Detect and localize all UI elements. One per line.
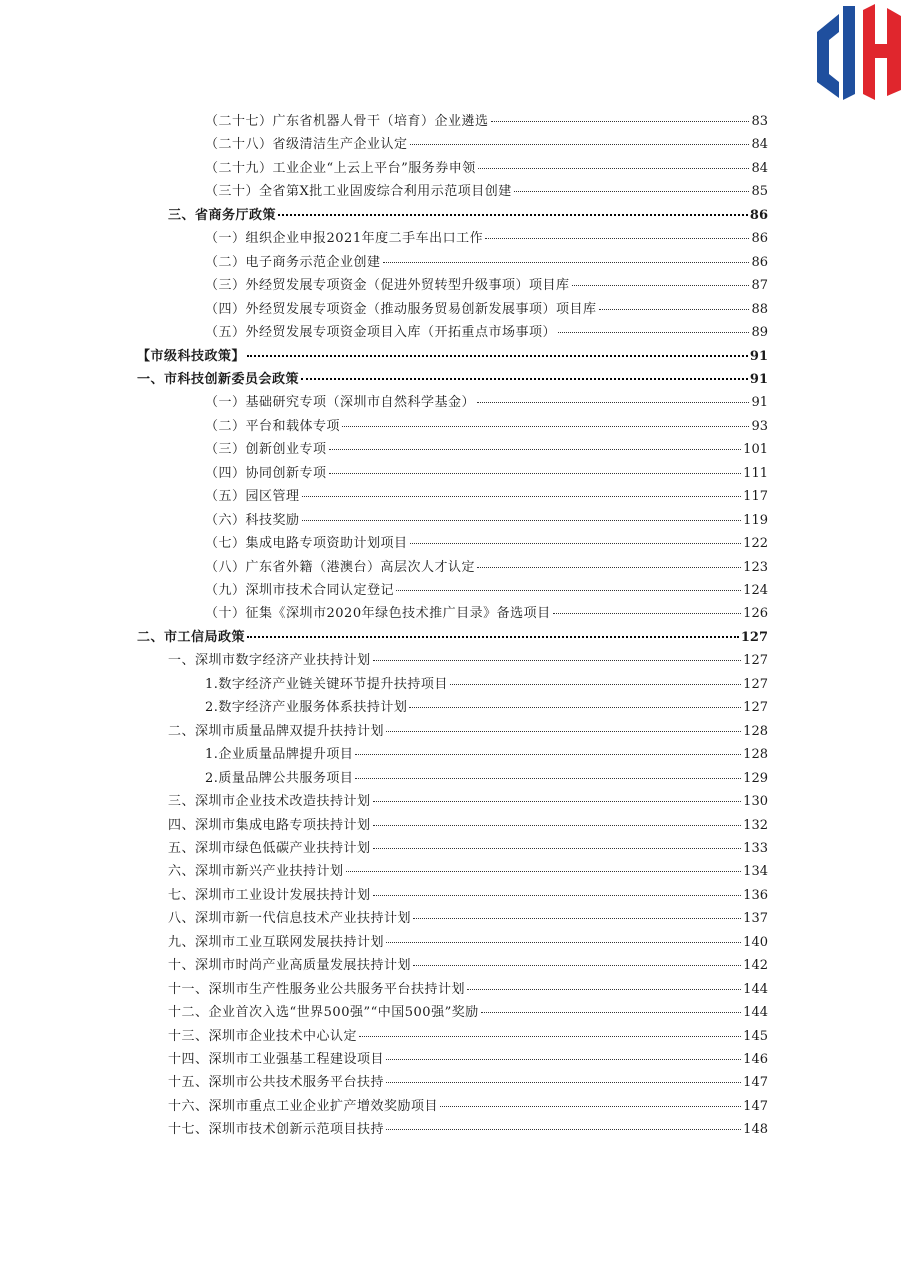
toc-entry-title: （三）外经贸发展专项资金（促进外贸转型升级事项）项目库: [205, 278, 570, 294]
toc-entry-title: 二、深圳市质量品牌双提升扶持计划: [168, 723, 385, 739]
toc-entry-page-number: 88: [751, 301, 768, 317]
toc-entry[interactable]: [168, 838, 768, 860]
dot-leader: [386, 1129, 741, 1130]
toc-entry-page-number: 127: [743, 676, 768, 692]
dot-leader: [599, 309, 750, 310]
toc-entry-title: （三）创新创业专项: [205, 442, 327, 458]
toc-entry-title: 八、深圳市新一代信息技术产业扶持计划: [168, 911, 412, 927]
toc-entry-page-number: 129: [743, 770, 768, 786]
toc-entry-title: 十七、深圳市技术创新示范项目扶持: [168, 1122, 385, 1138]
toc-entry-title: 十五、深圳市公共技术服务平台扶持: [168, 1075, 385, 1091]
toc-entry-title: （一）组织企业申报2021年度二手车出口工作: [205, 231, 484, 247]
dot-leader: [413, 965, 741, 966]
dot-leader: [514, 191, 750, 192]
toc-entry-title: 十二、企业首次入选“世界500强”“中国500强”奖励: [168, 1005, 479, 1021]
toc-entry-title: （十）征集《深圳市2020年绿色技术推广目录》备选项目: [205, 606, 551, 622]
toc-entry[interactable]: [205, 439, 768, 461]
toc-entry-title: （五）园区管理: [205, 489, 300, 505]
toc-entry-page-number: 89: [751, 325, 768, 341]
toc-entry-page-number: 128: [743, 747, 768, 763]
toc-entry[interactable]: [168, 1002, 768, 1024]
dot-leader: [467, 989, 741, 990]
dot-leader: [410, 543, 742, 544]
toc-entry-page-number: 101: [743, 442, 768, 458]
toc-entry[interactable]: [168, 955, 768, 977]
dot-leader: [329, 449, 742, 450]
toc-entry-page-number: 133: [743, 840, 768, 856]
dot-leader: [373, 801, 742, 802]
dot-leader: [409, 707, 741, 708]
toc-entry-page-number: 85: [751, 184, 768, 200]
toc-entry[interactable]: [205, 463, 768, 485]
dot-leader: [553, 613, 742, 614]
toc-entry[interactable]: [205, 603, 768, 625]
toc-entry[interactable]: [168, 861, 768, 883]
dot-leader: [477, 567, 741, 568]
toc-entry[interactable]: [168, 1049, 768, 1071]
toc-entry-page-number: 91: [749, 371, 768, 387]
toc-entry[interactable]: [205, 228, 768, 250]
dot-leader: [247, 355, 748, 357]
toc-entry-title: （四）外经贸发展专项资金（推动服务贸易创新发展事项）项目库: [205, 301, 597, 317]
toc-entry-title: 三、省商务厅政策: [168, 207, 277, 223]
toc-entry-page-number: 132: [743, 817, 768, 833]
dot-leader: [477, 402, 749, 403]
toc-entry-page-number: 134: [743, 864, 768, 880]
toc-entry[interactable]: [168, 721, 768, 743]
toc-entry-page-number: 148: [743, 1122, 768, 1138]
toc-entry[interactable]: [205, 181, 768, 203]
toc-entry[interactable]: [205, 768, 768, 790]
toc-entry-page-number: 84: [751, 137, 768, 153]
toc-entry[interactable]: [205, 322, 768, 344]
toc-entry-title: （七）集成电路专项资助计划项目: [205, 536, 408, 552]
toc-entry-title: 二、市工信局政策: [137, 629, 246, 645]
dot-leader: [386, 1082, 741, 1083]
toc-entry[interactable]: [205, 111, 768, 133]
toc-entry-title: （五）外经贸发展专项资金项目入库（开拓重点市场事项）: [205, 325, 557, 341]
toc-entry-title: （三十）全省第X批工业固废综合利用示范项目创建: [205, 184, 512, 200]
dot-leader: [247, 636, 739, 638]
toc-entry-page-number: 137: [743, 911, 768, 927]
toc-entry[interactable]: [168, 205, 768, 227]
toc-entry-title: 十一、深圳市生产性服务业公共服务平台扶持计划: [168, 981, 466, 997]
toc-entry[interactable]: [205, 674, 768, 696]
toc-entry[interactable]: [137, 346, 768, 368]
toc-entry-page-number: 127: [743, 653, 768, 669]
dot-leader: [558, 332, 749, 333]
toc-entry-page-number: 84: [751, 160, 768, 176]
company-logo: [813, 2, 905, 102]
toc-entry-page-number: 87: [751, 278, 768, 294]
toc-entry[interactable]: [168, 908, 768, 930]
toc-entry-title: 2.质量品牌公共服务项目: [205, 770, 354, 786]
dot-leader: [373, 895, 742, 896]
toc-entry-page-number: 93: [751, 418, 768, 434]
dot-leader: [386, 1059, 741, 1060]
toc-entry-title: （八）广东省外籍（港澳台）高层次人才认定: [205, 559, 476, 575]
toc-entry[interactable]: [205, 158, 768, 180]
toc-entry-page-number: 140: [743, 934, 768, 950]
toc-entry-page-number: 126: [743, 606, 768, 622]
dot-leader: [302, 496, 742, 497]
dot-leader: [440, 1106, 741, 1107]
dot-leader: [396, 590, 741, 591]
toc-entry-title: （一）基础研究专项（深圳市自然科学基金）: [205, 395, 476, 411]
toc-entry[interactable]: [168, 1072, 768, 1094]
toc-entry-page-number: 119: [743, 512, 768, 528]
toc-entry[interactable]: [168, 1119, 768, 1141]
toc-entry-title: （二十九）工业企业“上云上平台”服务券申领: [205, 160, 476, 176]
toc-entry-title: 十三、深圳市企业技术中心认定: [168, 1028, 358, 1044]
toc-entry[interactable]: [168, 791, 768, 813]
toc-entry-page-number: 124: [743, 583, 768, 598]
toc-entry[interactable]: [168, 1096, 768, 1118]
dot-leader: [355, 754, 741, 755]
dot-leader: [386, 942, 741, 943]
dot-leader: [373, 660, 742, 661]
toc-entry[interactable]: [137, 627, 768, 649]
toc-entry-title: 九、深圳市工业互联网发展扶持计划: [168, 934, 385, 950]
toc-entry-page-number: 91: [749, 348, 768, 364]
toc-entry-title: 一、深圳市数字经济产业扶持计划: [168, 653, 371, 669]
dot-leader: [491, 121, 750, 122]
toc-entry-title: （六）科技奖励: [205, 512, 300, 528]
toc-entry[interactable]: [205, 134, 768, 156]
toc-entry[interactable]: [205, 533, 768, 555]
toc-entry[interactable]: [205, 580, 768, 602]
dot-leader: [359, 1036, 741, 1037]
toc-entry[interactable]: [205, 697, 768, 719]
dot-leader: [355, 778, 741, 779]
toc-entry-page-number: 128: [743, 723, 768, 739]
toc-entry-title: 十、深圳市时尚产业高质量发展扶持计划: [168, 958, 412, 974]
dot-leader: [346, 871, 742, 872]
toc-entry-page-number: 147: [743, 1075, 768, 1091]
toc-entry-page-number: 136: [743, 887, 768, 903]
toc-entry-title: （二十七）广东省机器人骨干（培育）企业遴选: [205, 114, 489, 129]
toc-entry-page-number: 147: [743, 1098, 768, 1114]
toc-entry[interactable]: [168, 979, 768, 1001]
toc-entry[interactable]: [205, 416, 768, 438]
toc-entry-title: 四、深圳市集成电路专项扶持计划: [168, 817, 371, 833]
toc-entry-title: 三、深圳市企业技术改造扶持计划: [168, 794, 371, 810]
toc-entry-page-number: 111: [743, 465, 768, 481]
toc-entry[interactable]: [205, 486, 768, 508]
dot-leader: [485, 238, 749, 239]
toc-entry[interactable]: [168, 815, 768, 837]
toc-entry[interactable]: [168, 1026, 768, 1048]
toc-entry-title: （二）平台和载体专项: [205, 418, 341, 434]
dot-leader: [329, 473, 742, 474]
toc-entry-title: （四）协同创新专项: [205, 465, 327, 481]
toc-entry-page-number: 146: [743, 1052, 768, 1067]
toc-entry-title: （二）电子商务示范企业创建: [205, 254, 381, 270]
toc-entry-title: 1.企业质量品牌提升项目: [205, 747, 354, 763]
toc-entry-title: （九）深圳市技术合同认定登记: [205, 583, 395, 598]
toc-entry-page-number: 123: [743, 559, 768, 575]
dot-leader: [478, 168, 750, 169]
toc-entry[interactable]: [168, 885, 768, 907]
dot-leader: [278, 214, 748, 216]
toc-entry-page-number: 86: [751, 231, 768, 247]
dot-leader: [413, 918, 741, 919]
toc-entry-page-number: 127: [740, 629, 768, 645]
toc-entry-page-number: 86: [749, 207, 768, 223]
toc-entry[interactable]: [168, 932, 768, 954]
toc-entry-title: 六、深圳市新兴产业扶持计划: [168, 864, 344, 880]
toc-entry[interactable]: [205, 299, 768, 321]
dot-leader: [373, 825, 742, 826]
toc-entry-title: 1.数字经济产业链关键环节提升扶持项目: [205, 676, 448, 692]
dot-leader: [572, 285, 750, 286]
toc-entry-title: 【市级科技政策】: [137, 348, 246, 364]
toc-entry-title: 七、深圳市工业设计发展扶持计划: [168, 887, 371, 903]
toc-entry[interactable]: [205, 275, 768, 297]
toc-entry-page-number: 117: [743, 489, 768, 505]
dot-leader: [481, 1012, 741, 1013]
toc-entry[interactable]: [205, 744, 768, 766]
toc-entry-page-number: 127: [743, 700, 768, 716]
toc-entry-page-number: 130: [743, 794, 768, 810]
toc-entry-page-number: 145: [743, 1028, 768, 1044]
toc-entry-title: （二十八）省级清洁生产企业认定: [205, 137, 408, 153]
dot-leader: [301, 378, 748, 380]
toc-entry[interactable]: [168, 650, 768, 672]
dot-leader: [373, 848, 742, 849]
toc-entry[interactable]: [205, 392, 768, 414]
toc-entry-page-number: 144: [743, 981, 768, 997]
toc-entry-title: 2.数字经济产业服务体系扶持计划: [205, 700, 408, 716]
dot-leader: [342, 426, 749, 427]
toc-entry-page-number: 144: [743, 1005, 768, 1021]
toc-entry[interactable]: [205, 557, 768, 579]
dot-leader: [386, 731, 741, 732]
toc-entry-title: 十六、深圳市重点工业企业扩产增效奖励项目: [168, 1098, 439, 1114]
toc-entry-title: 十四、深圳市工业强基工程建设项目: [168, 1052, 385, 1067]
toc-entry[interactable]: [205, 252, 768, 274]
toc-entry-page-number: 91: [751, 395, 768, 411]
dot-leader: [450, 684, 741, 685]
logo-mark-icon: [813, 2, 905, 102]
toc-entry-title: 一、市科技创新委员会政策: [137, 371, 300, 387]
dot-leader: [410, 144, 750, 145]
toc-entry[interactable]: [205, 510, 768, 532]
toc-entry-title: 五、深圳市绿色低碳产业扶持计划: [168, 840, 371, 856]
toc-entry-page-number: 86: [751, 254, 768, 270]
toc-entry-page-number: 122: [743, 536, 768, 552]
dot-leader: [383, 262, 750, 263]
toc-entry[interactable]: [137, 369, 768, 391]
toc-entry-page-number: 142: [743, 958, 768, 974]
dot-leader: [302, 520, 742, 521]
toc-entry-page-number: 83: [751, 114, 768, 129]
